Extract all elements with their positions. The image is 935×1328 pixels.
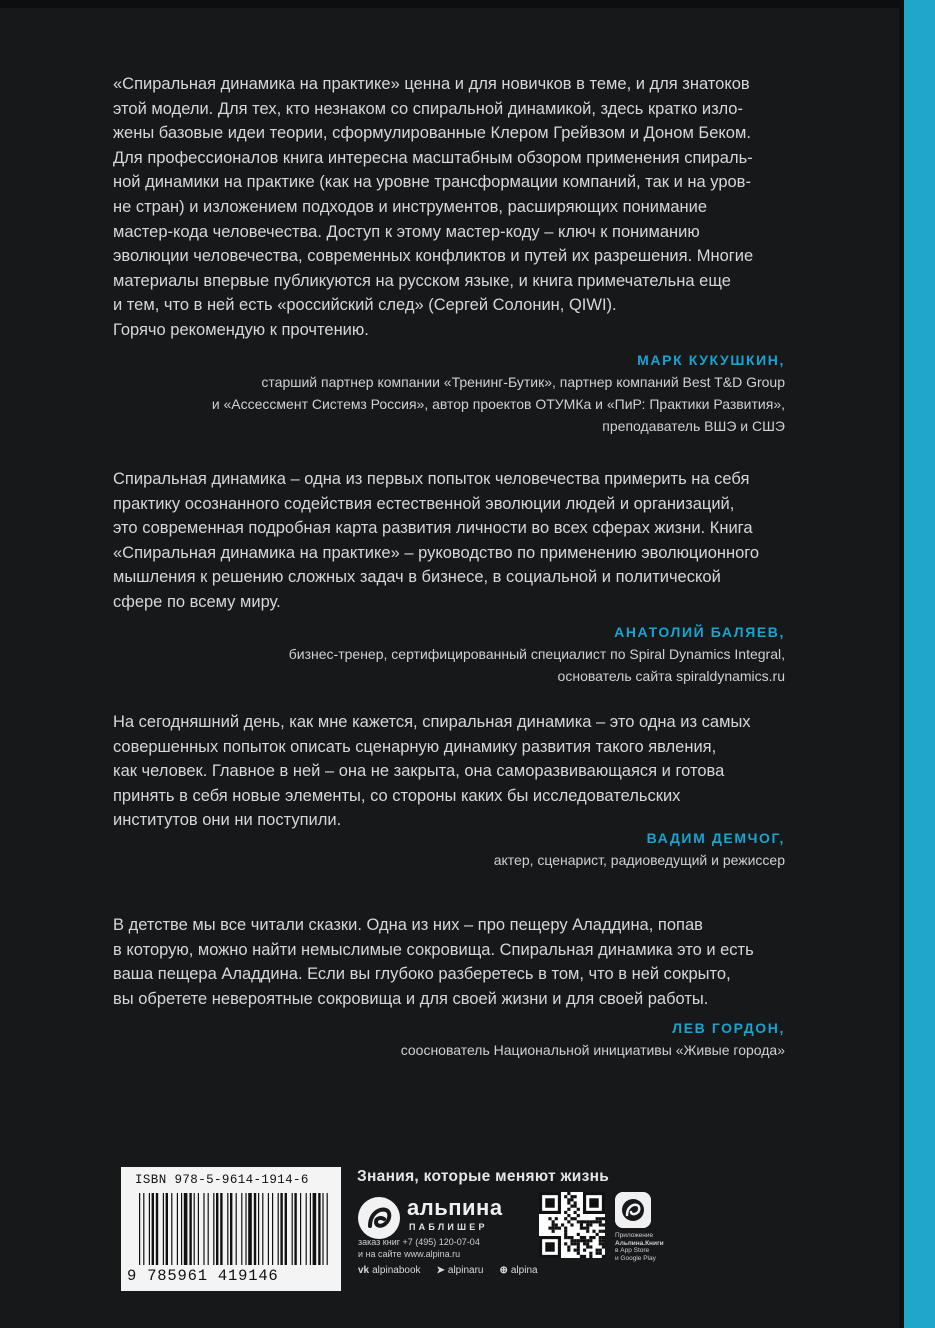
barcode-digits: 9 785961 419146 — [127, 1267, 279, 1285]
alpina-logo-icon — [357, 1196, 401, 1240]
quote-line: не стран) и изложением подходов и инструментов, расширяющих понимание — [113, 197, 708, 216]
quote-line: вы обретете невероятные сокровища и для своей жизни и для своей работы. — [113, 989, 709, 1008]
barcode-bars — [139, 1193, 329, 1265]
quote-line: жены базовые идеи теории, сформулированные Клером Грейвзом и Доном Беком. — [113, 124, 751, 143]
quote-line: материалы впервые публикуются на русском языке, и книга примечательна еще — [113, 271, 731, 290]
plus-icon: ⊕ — [499, 1265, 508, 1276]
quote-line: ваша пещера Аладдина. Если вы глубоко разберетесь в том, что в ней сокрыто, — [113, 965, 731, 984]
author-role-line: преподаватель ВШЭ и СШЭ — [602, 417, 785, 434]
social-label: alpinabook — [372, 1265, 421, 1276]
quote-line: эволюции человечества, современных конфликтов и путей их разрешения. Многие — [113, 247, 754, 266]
publisher-sub: ПАБЛИШЕР — [409, 1222, 488, 1232]
author-role-line: основатель сайта spiraldynamics.ru — [557, 667, 785, 684]
spine-edge — [904, 0, 935, 1328]
quote-line: Горячо рекомендую к прочтению. — [113, 320, 369, 339]
author-role-line: сооснователь Национальной инициативы «Живые города» — [400, 1042, 785, 1059]
quote-line: «Спиральная динамика на практике» ценна и для новичков в теме, и для знатоков — [113, 75, 750, 93]
order-site: и на сайте www.alpina.ru — [358, 1249, 461, 1259]
review-quote-4 — [113, 913, 785, 1061]
quote-line: мышления к решению сложных задач в бизнесе, в социальной и политической — [113, 568, 721, 587]
social-vk[interactable] — [358, 1265, 421, 1276]
order-phone: заказ книг +7 (495) 120-07-04 — [358, 1237, 480, 1247]
quote-line: мастер-кода человечества. Доступ к этому мастер-коду – ключ к пониманию — [113, 222, 700, 241]
author-role-line: старший партнер компании «Тренинг-Бутик», партнер компаний Best T&D Group — [261, 373, 785, 390]
quote-author: ЛЕВ ГОРДОН, — [672, 1020, 785, 1037]
quote-author: МАРК КУКУШКИН, — [637, 351, 785, 368]
quote-line: В детстве мы все читали сказки. Одна из них – про пещеру Аладдина, попав — [113, 916, 703, 934]
review-quote-1 — [113, 72, 785, 437]
quote-line: и тем, что в ней есть «российский след» (Сергей Солонин, QIWI). — [113, 296, 617, 315]
order-info — [358, 1236, 480, 1260]
quote-author: АНАТОЛИЙ БАЛЯЕВ, — [614, 623, 785, 640]
isbn-text: ISBN 978-5-9614-1914-6 — [135, 1173, 309, 1187]
isbn-barcode — [121, 1167, 341, 1291]
quote-line: этой модели. Для тех, кто незнаком со спиральной динамикой, здесь кратко изло- — [113, 99, 743, 118]
app-text-line: Приложение — [615, 1232, 654, 1239]
top-edge-shadow — [0, 0, 904, 8]
quote-line: совершенных попыток описать сценарную динамику развития такого явления, — [113, 737, 717, 756]
app-text-line: в App Store — [615, 1247, 650, 1254]
review-quote-2 — [113, 467, 785, 687]
social-label: alpinaru — [447, 1265, 484, 1276]
app-text-line: Альпина.Книги — [615, 1239, 664, 1247]
social-telegram[interactable] — [437, 1265, 484, 1276]
quote-line: в которую, можно найти немыслимые сокровища. Спиральная динамика это и есть — [113, 940, 754, 959]
quote-line: сфере по всему миру. — [113, 592, 281, 611]
social-label: alpina — [510, 1265, 538, 1276]
publisher-slogan: Знания, которые меняют жизнь — [357, 1168, 610, 1185]
quote-line: Спиральная динамика – одна из первых попыток человечества примерить на себя — [113, 470, 750, 488]
telegram-icon: ➤ — [436, 1265, 445, 1276]
app-store-text — [615, 1232, 685, 1262]
publisher-name: альпина — [407, 1195, 503, 1220]
quote-line: это современная подробная карта развития личности во всех сферах жизни. Книга — [113, 519, 753, 538]
author-role-line: и «Ассессмент Системз Россия», автор проектов ОТУМКа и «ПиР: Практики Развития», — [211, 395, 785, 412]
quote-line: практику осознанного содействия естественной эволюции людей и организаций, — [113, 494, 735, 513]
review-quote-3 — [113, 710, 785, 871]
quote-line: «Спиральная динамика на практике» – руководство по применению эволюционного — [113, 543, 760, 562]
social-links — [358, 1265, 538, 1276]
quote-line: институтов они ни поступили. — [113, 811, 342, 830]
alpina-app-icon — [615, 1192, 651, 1228]
quote-line: Для профессионалов книга интересна масштабным обзором применения спираль- — [113, 148, 753, 167]
author-role-line: бизнес-тренер, сертифицированный специалист по Spiral Dynamics Integral, — [288, 645, 785, 662]
author-role-line: актер, сценарист, радиоведущий и режиссер — [493, 851, 785, 868]
app-text-line: и Google Play — [615, 1254, 656, 1262]
quote-line: как человек. Главное в ней – она не закрыта, она саморазвивающаяся и готова — [113, 762, 725, 781]
quote-author: ВАДИМ ДЕМЧОГ, — [646, 829, 785, 846]
quote-line: ной динамики на практике (как на уровне трансформации компаний, так и на уров- — [113, 173, 751, 192]
quote-line: На сегодняшний день, как мне кажется, спиральная динамика – это одна из самых — [113, 713, 751, 731]
qr-code-icon — [539, 1192, 605, 1258]
vk-icon: vk — [358, 1265, 370, 1276]
quote-line: принять в себя новые элементы, со стороны каких бы исследовательских — [113, 786, 681, 805]
social-alpina[interactable] — [499, 1265, 537, 1276]
